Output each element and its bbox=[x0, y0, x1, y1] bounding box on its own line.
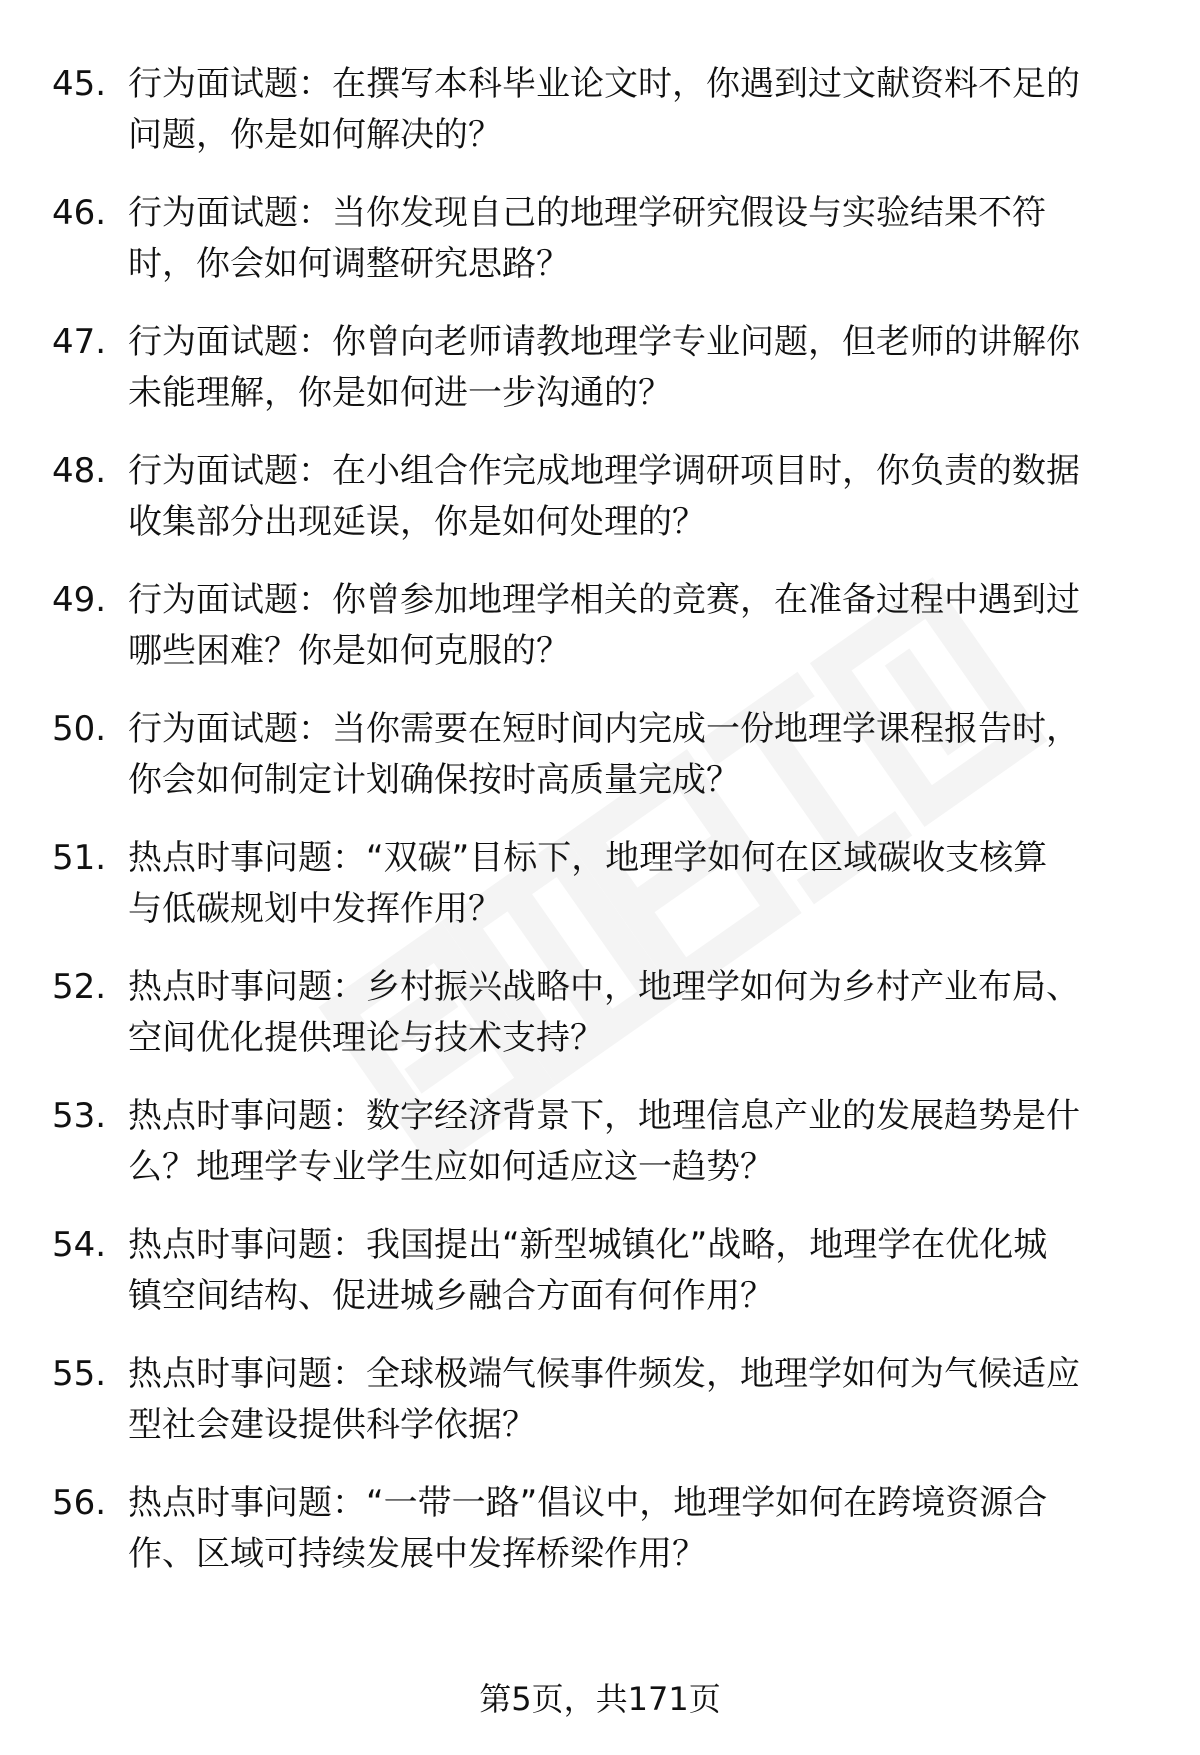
question-text-line: 么？地理学专业学生应如何适应这一趋势？ bbox=[128, 1147, 774, 1187]
question-number: 48. bbox=[52, 451, 107, 491]
question-text-line: 型社会建设提供科学依据？ bbox=[128, 1405, 536, 1445]
question-text-line: 热点时事问题：“一带一路”倡议中，地理学如何在跨境资源合 bbox=[128, 1483, 1048, 1523]
question-item bbox=[0, 1090, 1200, 1219]
question-text-line: 行为面试题：当你发现自己的地理学研究假设与实验结果不符 bbox=[128, 193, 1046, 233]
question-text-line: 作、区域可持续发展中发挥桥梁作用？ bbox=[128, 1534, 706, 1574]
question-text-line: 热点时事问题：乡村振兴战略中，地理学如何为乡村产业布局、 bbox=[128, 967, 1080, 1007]
question-number: 53. bbox=[52, 1096, 107, 1136]
question-item bbox=[0, 1219, 1200, 1348]
question-number: 52. bbox=[52, 967, 107, 1007]
question-number: 47. bbox=[52, 322, 107, 362]
question-text-line: 镇空间结构、促进城乡融合方面有何作用？ bbox=[128, 1276, 774, 1316]
question-text-line: 行为面试题：在小组合作完成地理学调研项目时，你负责的数据 bbox=[128, 451, 1080, 491]
question-text-line: 收集部分出现延误，你是如何处理的？ bbox=[128, 502, 706, 542]
question-text-line: 热点时事问题：全球极端气候事件频发，地理学如何为气候适应 bbox=[128, 1354, 1080, 1394]
question-text-line: 时，你会如何调整研究思路？ bbox=[128, 244, 570, 284]
question-text-line: 热点时事问题：我国提出“新型城镇化”战略，地理学在优化城 bbox=[128, 1225, 1048, 1265]
question-item bbox=[0, 58, 1200, 187]
question-number: 51. bbox=[52, 838, 107, 878]
question-number: 46. bbox=[52, 193, 107, 233]
question-item bbox=[0, 703, 1200, 832]
question-item bbox=[0, 1348, 1200, 1477]
question-item bbox=[0, 1477, 1200, 1606]
question-number: 45. bbox=[52, 64, 107, 104]
question-text-line: 行为面试题：当你需要在短时间内完成一份地理学课程报告时， bbox=[128, 709, 1080, 749]
question-text-line: 与低碳规划中发挥作用？ bbox=[128, 889, 502, 929]
question-number: 49. bbox=[52, 580, 107, 620]
question-text-line: 空间优化提供理论与技术支持？ bbox=[128, 1018, 604, 1058]
question-text-line: 热点时事问题：“双碳”目标下，地理学如何在区域碳收支核算 bbox=[128, 838, 1048, 878]
question-text-line: 行为面试题：在撰写本科毕业论文时，你遇到过文献资料不足的 bbox=[128, 64, 1080, 104]
question-text-line: 哪些困难？你是如何克服的？ bbox=[128, 631, 570, 671]
question-item bbox=[0, 187, 1200, 316]
question-number: 56. bbox=[52, 1483, 107, 1523]
question-item bbox=[0, 961, 1200, 1090]
question-number: 55. bbox=[52, 1354, 107, 1394]
question-list bbox=[0, 58, 1200, 1606]
question-item bbox=[0, 316, 1200, 445]
question-text-line: 热点时事问题：数字经济背景下，地理信息产业的发展趋势是什 bbox=[128, 1096, 1080, 1136]
question-number: 54. bbox=[52, 1225, 107, 1265]
question-text-line: 问题，你是如何解决的？ bbox=[128, 115, 502, 155]
question-item bbox=[0, 445, 1200, 574]
question-text-line: 行为面试题：你曾向老师请教地理学专业问题，但老师的讲解你 bbox=[128, 322, 1080, 362]
question-text-line: 你会如何制定计划确保按时高质量完成？ bbox=[128, 760, 740, 800]
question-item bbox=[0, 574, 1200, 703]
page-number-footer: 第5页，共171页 bbox=[479, 1680, 721, 1718]
question-text-line: 未能理解，你是如何进一步沟通的？ bbox=[128, 373, 672, 413]
question-text-line: 行为面试题：你曾参加地理学相关的竞赛，在准备过程中遇到过 bbox=[128, 580, 1080, 620]
question-item bbox=[0, 832, 1200, 961]
question-number: 50. bbox=[52, 709, 107, 749]
